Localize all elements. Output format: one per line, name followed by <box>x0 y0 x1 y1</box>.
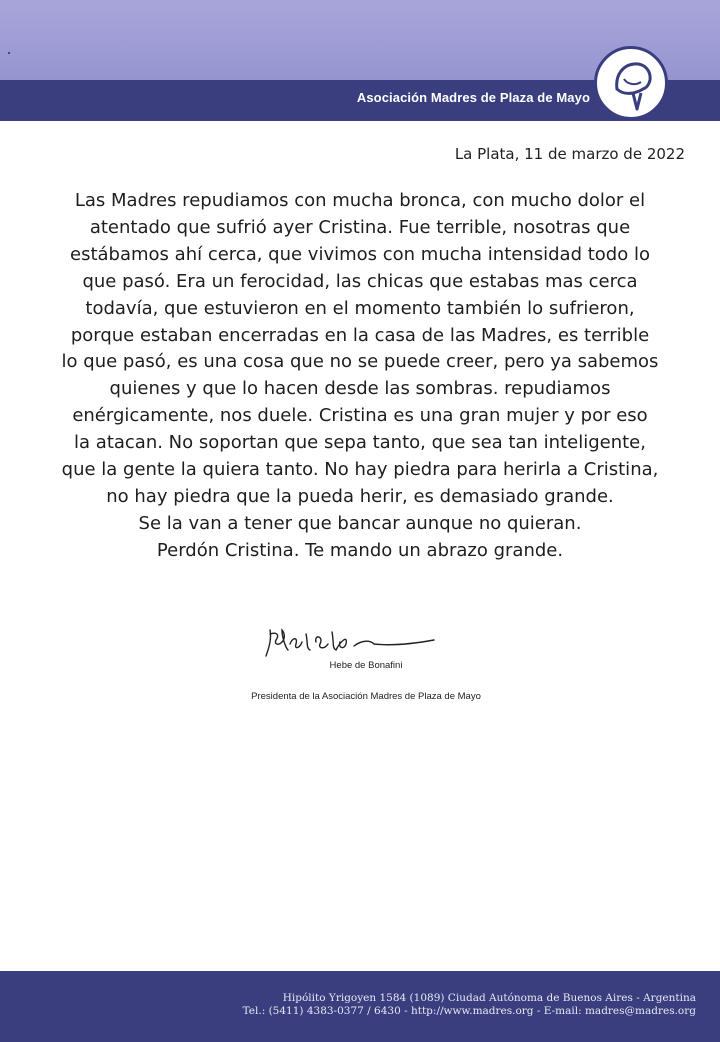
footer-contact: Tel.: (5411) 4383-0377 / 6430 - http://www.madres.org - E-mail: madres@madres.org <box>242 1005 696 1017</box>
letter-date: La Plata, 11 de marzo de 2022 <box>454 145 685 163</box>
signer-title <box>0 691 720 702</box>
letter-body: Las Madres repudiamos con mucha bronca, con mucho dolor el atentado que sufrió ayer Cristina. Fue terrible, nosotras que estábamos ahí cerca, que vivimos con mucha intensidad todo lo que pasó. Era un ferocidad, las chicas que estabas mas cerca todavía, que estuvieron en el momento también lo sufrieron, porque estaban encerradas en la casa de las Madres, es terrible lo que pasó, es una cosa que no se puede creer, pero ya sabemos quienes y que lo hacen desde las sombras. repudiamos enérgicamente, nos duele. Cristina es una gran mujer y por eso la atacan. No soportan que sepa tanto, que sea tan inteligente, que la gente la quiera tanto. No hay piedra para herirla a Cristina, no hay piedra que la pueda herir, es demasiado grande. Se la van a tener que bancar aunque no quieran. Perdón Cristina. Te mando un abrazo grande. <box>61 190 659 561</box>
scan-speck <box>8 52 10 54</box>
signer-name-text: Hebe de Bonafini <box>329 660 403 671</box>
white-headscarf-icon <box>594 46 668 120</box>
footer-address: Hipólito Yrigoyen 1584 (1089) Ciudad Autónoma de Buenos Aires - Argentina <box>282 992 696 1004</box>
signer-title-text: Presidenta de la Asociación Madres de Plaza de Mayo <box>251 691 481 702</box>
signer-name <box>0 660 720 671</box>
organization-name: Asociación Madres de Plaza de Mayo <box>356 90 590 105</box>
signature-image <box>262 620 442 664</box>
